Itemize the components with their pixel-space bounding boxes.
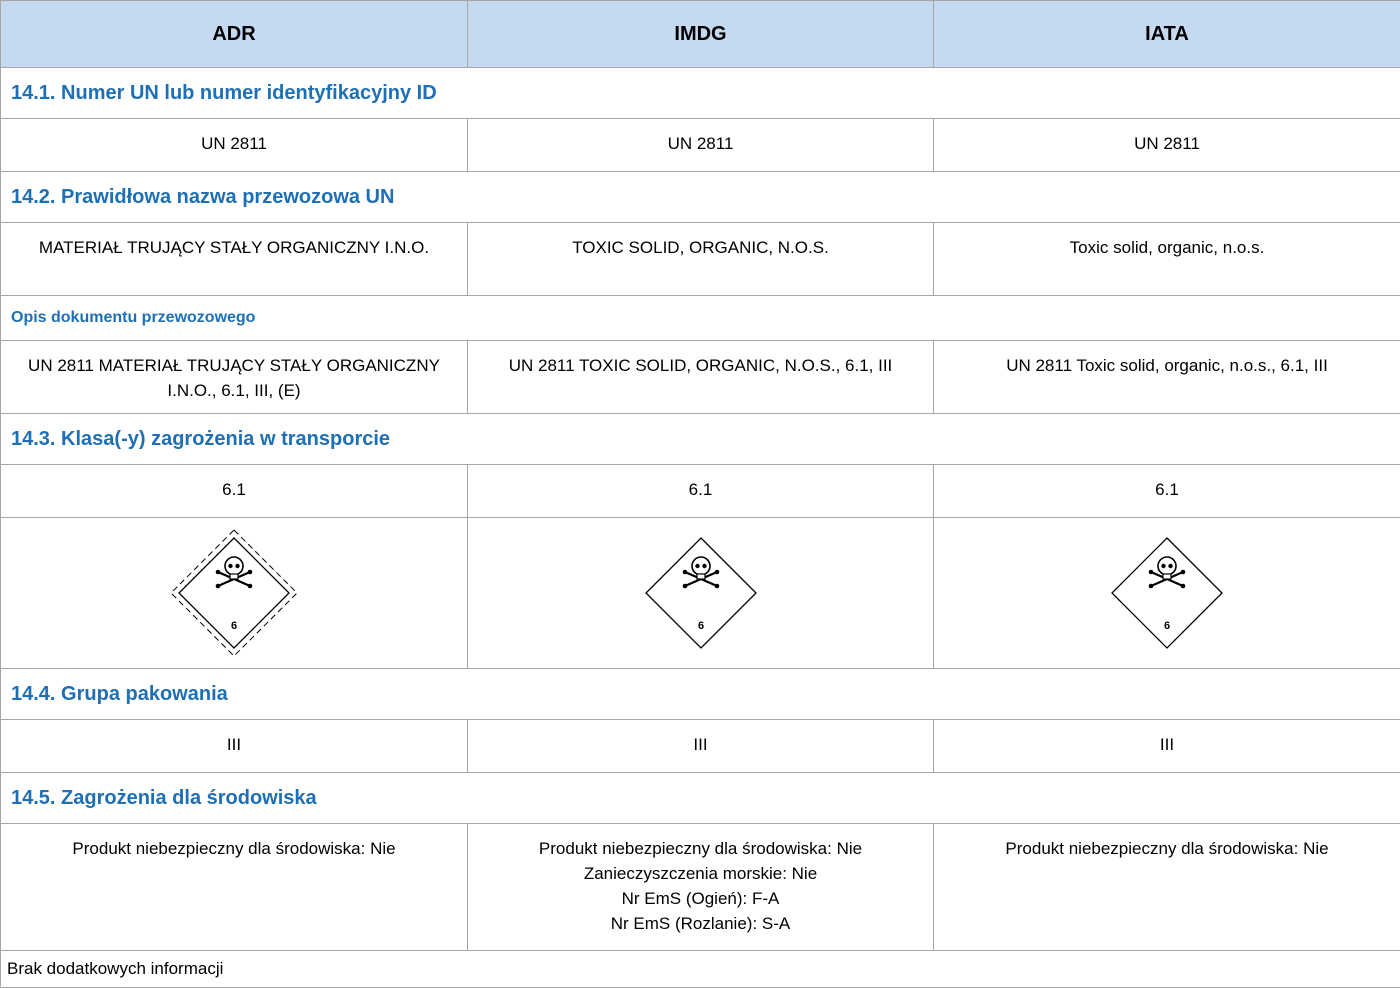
- transport-document-adr: UN 2811 MATERIAŁ TRUJĄCY STAŁY ORGANICZNY I.N.O., 6.1, III, (E): [1, 341, 468, 414]
- packing-group-iata: III: [934, 720, 1400, 773]
- shipping-name-row: [1, 223, 1400, 296]
- environment-adr: Produkt niebezpieczny dla środowiska: Nie: [1, 824, 468, 951]
- un-number-imdg: UN 2811: [468, 119, 934, 172]
- transport-document-iata: UN 2811 Toxic solid, organic, n.o.s., 6.1, III: [934, 341, 1400, 414]
- hazard-label-number: 6: [231, 620, 237, 632]
- hazard-label-row: [1, 518, 1400, 669]
- section-title-14-3: 14.3. Klasa(-y) zagrożenia w transporcie: [1, 414, 1400, 465]
- header-adr: ADR: [1, 1, 468, 68]
- header-imdg: IMDG: [468, 1, 934, 68]
- section-title-14-2: 14.2. Prawidłowa nazwa przewozowa UN: [1, 172, 1400, 223]
- packing-group-imdg: III: [468, 720, 934, 773]
- hazard-class-imdg: 6.1: [468, 465, 934, 518]
- un-number-iata: UN 2811: [934, 119, 1400, 172]
- shipping-name-iata: Toxic solid, organic, n.o.s.: [934, 223, 1400, 296]
- hazard-class-row: [1, 465, 1400, 518]
- un-number-adr: UN 2811: [1, 119, 468, 172]
- environment-imdg-hazard: Produkt niebezpieczny dla środowiska: Nie: [482, 836, 919, 861]
- packing-group-adr: III: [1, 720, 468, 773]
- transport-document-imdg: UN 2811 TOXIC SOLID, ORGANIC, N.O.S., 6.1, III: [468, 341, 934, 414]
- environment-imdg-ems-spill: Nr EmS (Rozlanie): S-A: [482, 911, 919, 936]
- footer-note: Brak dodatkowych informacji: [1, 951, 1400, 988]
- section-title-14-1: 14.1. Numer UN lub numer identyfikacyjny ID: [1, 68, 1400, 119]
- environment-imdg-ems-fire: Nr EmS (Ogień): F-A: [482, 886, 919, 911]
- toxic-skull-diamond-icon: [636, 528, 766, 658]
- section-title-14-4: 14.4. Grupa pakowania: [1, 669, 1400, 720]
- environment-imdg-marine-pollutant: Zanieczyszczenia morskie: Nie: [482, 861, 919, 886]
- hazard-label-cell-adr: [1, 518, 468, 669]
- environment-imdg: [468, 824, 934, 951]
- transport-document-title: Opis dokumentu przewozowego: [1, 296, 1400, 341]
- toxic-skull-diamond-icon: [1102, 528, 1232, 658]
- hazard-label-number: 6: [697, 620, 703, 632]
- environment-iata: Produkt niebezpieczny dla środowiska: Nie: [934, 824, 1400, 951]
- un-number-row: [1, 119, 1400, 172]
- section-title-14-5: 14.5. Zagrożenia dla środowiska: [1, 773, 1400, 824]
- header-iata: IATA: [934, 1, 1400, 68]
- shipping-name-adr: MATERIAŁ TRUJĄCY STAŁY ORGANICZNY I.N.O.: [1, 223, 468, 296]
- hazard-class-iata: 6.1: [934, 465, 1400, 518]
- hazard-label-cell-iata: [934, 518, 1400, 669]
- header-row: [1, 1, 1400, 68]
- hazard-class-adr: 6.1: [1, 465, 468, 518]
- hazard-label-number: 6: [1164, 620, 1170, 632]
- toxic-skull-diamond-icon: [169, 528, 299, 658]
- transport-document-row: [1, 341, 1400, 414]
- packing-group-row: [1, 720, 1400, 773]
- environment-row: [1, 824, 1400, 951]
- shipping-name-imdg: TOXIC SOLID, ORGANIC, N.O.S.: [468, 223, 934, 296]
- hazard-label-cell-imdg: [468, 518, 934, 669]
